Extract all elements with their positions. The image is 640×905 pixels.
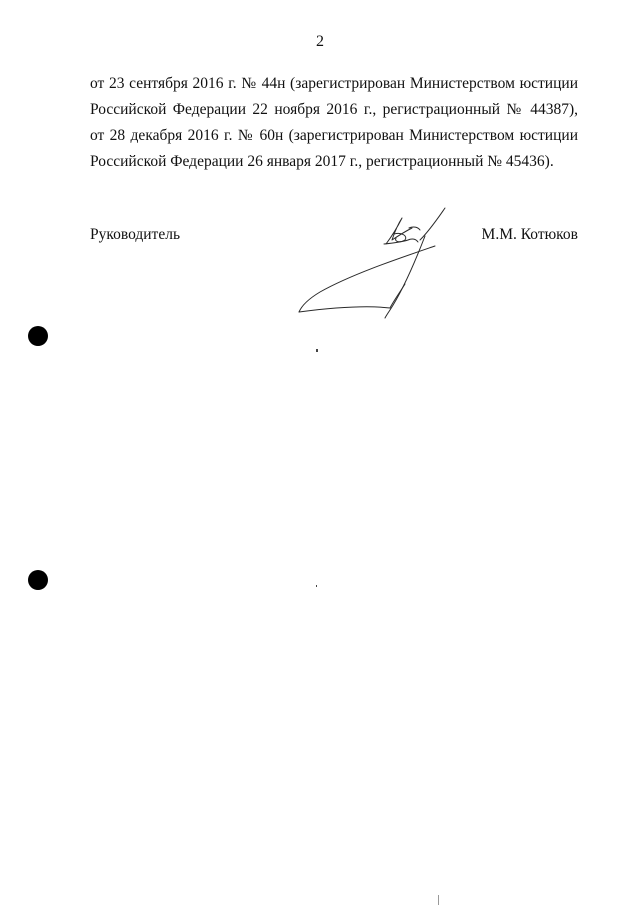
- signature-stroke: [420, 208, 445, 240]
- body-line-1: от 23 сентября 2016 г. № 44н (зарегистрирован Министерством юстиции: [90, 75, 578, 92]
- body-line-3: от 28 декабря 2016 г. № 60н (зарегистрирован Министерством юстиции: [90, 127, 578, 144]
- handwritten-signature: [290, 200, 460, 325]
- signature-stroke: [390, 284, 405, 308]
- punch-hole: [28, 326, 48, 346]
- body-line-2: Российской Федерации 22 ноября 2016 г., регистрационный № 44387),: [90, 101, 578, 118]
- scan-speck: [438, 895, 439, 905]
- position-title: Руководитель: [90, 226, 181, 243]
- punch-hole: [28, 570, 48, 590]
- signature-stroke: [299, 307, 390, 312]
- signature-stroke: [299, 246, 435, 312]
- scan-speck: [316, 585, 317, 587]
- body-line-4: Российской Федерации 26 января 2017 г., регистрационный № 45436).: [90, 153, 554, 170]
- signer-name: М.М. Котюков: [481, 226, 578, 243]
- document-body: [90, 71, 578, 175]
- page-number: 2: [316, 33, 324, 50]
- scan-speck: [316, 349, 318, 352]
